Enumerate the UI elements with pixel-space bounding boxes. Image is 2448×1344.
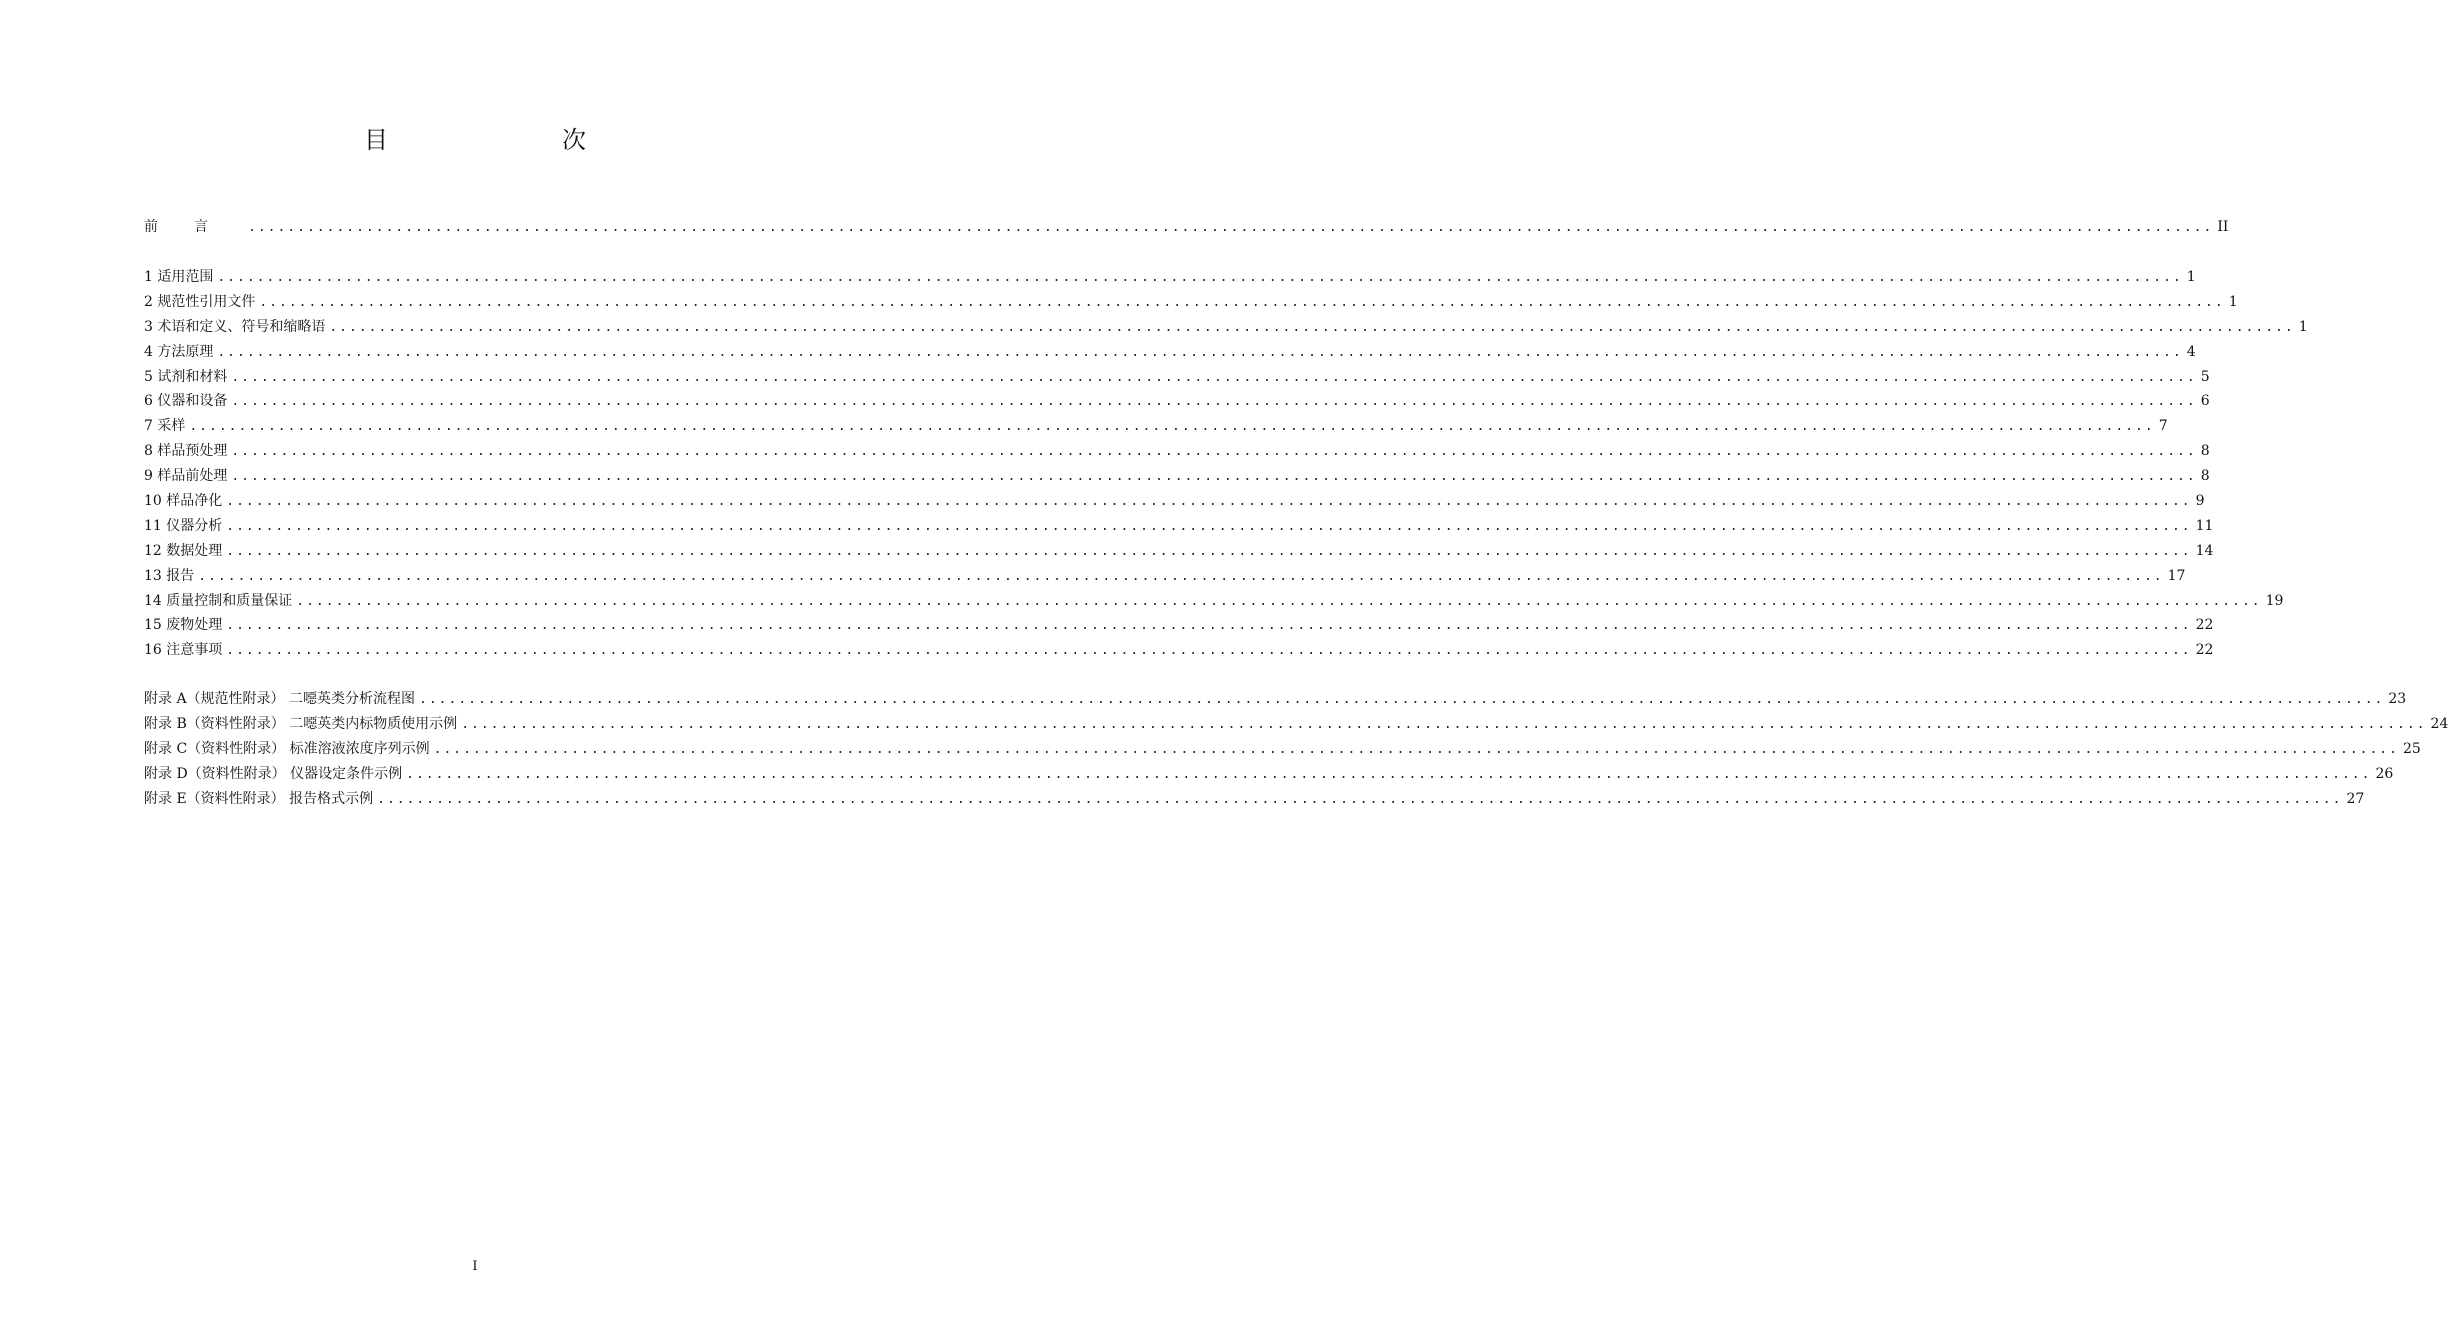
toc-entry-chapter[interactable]	[144, 464, 2210, 489]
toc-entry-chapter[interactable]	[144, 539, 2214, 564]
toc-entry-label: 前言	[144, 219, 244, 235]
toc-leader-dots: ........................................................................................................................................................................................................	[419, 692, 2385, 707]
toc-entry-appendix[interactable]	[144, 687, 2407, 712]
toc-entry-label: 附录 C（资料性附录） 标准溶液浓度序列示例	[144, 740, 430, 757]
toc-entry-label: 12 数据处理	[144, 542, 223, 559]
toc-entry-page: 17	[2167, 567, 2186, 584]
toc-entry-page: 4	[2186, 343, 2196, 360]
toc-entry-label: 附录 E（资料性附录） 报告格式示例	[144, 790, 374, 807]
toc-entry-label: 附录 D（资料性附录） 仪器设定条件示例	[144, 765, 403, 782]
toc-entry-chapter[interactable]	[144, 389, 2210, 414]
toc-entry-label: 附录 B（资料性附录） 二噁英类内标物质使用示例	[144, 715, 458, 732]
toc-entry-chapter[interactable]	[144, 414, 2168, 439]
toc-entry-page: 7	[2158, 418, 2168, 435]
toc-entry-label: 5 试剂和材料	[144, 368, 228, 385]
toc-leader-dots: ........................................................................................................................................................................................................	[259, 294, 2225, 310]
toc-entry-label: 附录 A（规范性附录） 二噁英类分析流程图	[144, 691, 416, 707]
toc-entry-page: 25	[2402, 740, 2421, 757]
toc-chapters-section	[144, 265, 2308, 663]
toc-entry-chapter[interactable]	[144, 589, 2284, 614]
toc-entry-label: 4 方法原理	[144, 343, 214, 360]
toc-entry-chapter[interactable]	[144, 340, 2196, 365]
toc-entry-page: 23	[2388, 691, 2407, 707]
toc-leader-dots: ........................................................................................................................................................................................................	[231, 369, 2197, 385]
toc-entry-chapter[interactable]	[144, 290, 2238, 315]
toc-entry-label: 15 废物处理	[144, 617, 223, 634]
toc-appendices-section	[144, 687, 2448, 811]
page-number: I	[472, 1259, 478, 1274]
toc-entry-page: 11	[2195, 517, 2214, 534]
toc-leader-dots: ........................................................................................................................................................................................................	[189, 419, 2155, 435]
toc-entry-preface[interactable]	[144, 215, 2229, 240]
toc-entry-chapter[interactable]	[144, 489, 2205, 514]
toc-leader-dots: ........................................................................................................................................................................................................	[231, 394, 2197, 410]
toc-entry-page: 9	[2195, 493, 2205, 510]
toc-entry-page: 22	[2195, 617, 2214, 634]
toc-entry-label: 7 采样	[144, 418, 186, 435]
toc-entry-label: 9 样品前处理	[144, 468, 228, 485]
toc-entry-page: 14	[2195, 542, 2214, 559]
toc-leader-dots: ........................................................................................................................................................................................................	[231, 444, 2197, 460]
toc-leader-dots: ........................................................................................................................................................................................................	[198, 568, 2164, 584]
toc-entry-page: 5	[2200, 368, 2210, 385]
toc-entry-label: 11 仪器分析	[144, 517, 223, 534]
toc-entry-label: 14 质量控制和质量保证	[144, 592, 293, 609]
toc-entry-chapter[interactable]	[144, 365, 2210, 390]
page-title: 目 次	[364, 126, 628, 154]
toc-entry-chapter[interactable]	[144, 439, 2210, 464]
toc-leader-dots: ........................................................................................................................................................................................................	[248, 220, 2214, 235]
toc-preface-section	[144, 215, 2229, 240]
toc-entry-page: 22	[2195, 642, 2214, 659]
toc-entry-label: 10 样品净化	[144, 493, 223, 510]
toc-leader-dots: ........................................................................................................................................................................................................	[406, 766, 2372, 782]
toc-leader-dots: ........................................................................................................................................................................................................	[226, 643, 2192, 659]
toc-entry-label: 13 报告	[144, 567, 195, 584]
toc-entry-appendix[interactable]	[144, 737, 2421, 762]
toc-leader-dots: ........................................................................................................................................................................................................	[217, 270, 2183, 285]
toc-entry-label: 6 仪器和设备	[144, 393, 228, 410]
toc-entry-chapter[interactable]	[144, 638, 2214, 663]
toc-entry-page: 26	[2375, 765, 2394, 782]
toc-entry-label: 3 术语和定义、符号和缩略语	[144, 318, 326, 335]
toc-entry-appendix[interactable]	[144, 712, 2448, 737]
toc-leader-dots: ........................................................................................................................................................................................................	[226, 618, 2192, 634]
toc-entry-page: 8	[2200, 443, 2210, 460]
toc-leader-dots: ........................................................................................................................................................................................................	[296, 593, 2262, 609]
toc-leader-dots: ........................................................................................................................................................................................................	[226, 518, 2192, 534]
toc-entry-appendix[interactable]	[144, 787, 2365, 812]
toc-entry-label: 16 注意事项	[144, 642, 223, 659]
toc-entry-label: 8 样品预处理	[144, 443, 228, 460]
toc-entry-page: 1	[2186, 269, 2196, 285]
toc-leader-dots: ........................................................................................................................................................................................................	[433, 741, 2399, 757]
toc-entry-page: 8	[2200, 468, 2210, 485]
toc-entry-chapter[interactable]	[144, 613, 2214, 638]
toc-leader-dots: ........................................................................................................................................................................................................	[226, 494, 2192, 510]
toc-entry-page: 1	[2228, 293, 2238, 310]
toc-leader-dots: ........................................................................................................................................................................................................	[329, 319, 2295, 335]
toc-entry-chapter[interactable]	[144, 564, 2186, 589]
toc-leader-dots: ........................................................................................................................................................................................................	[461, 716, 2427, 732]
toc-entry-page: 6	[2200, 393, 2210, 410]
toc-entry-page: 24	[2430, 715, 2448, 732]
toc-entry-label: 2 规范性引用文件	[144, 293, 256, 310]
toc-entry-page: 27	[2346, 790, 2365, 807]
toc-entry-page: 19	[2265, 592, 2284, 609]
toc-entry-page: II	[2217, 219, 2229, 235]
toc-entry-appendix[interactable]	[144, 762, 2394, 787]
toc-leader-dots: ........................................................................................................................................................................................................	[226, 543, 2192, 559]
toc-entry-chapter[interactable]	[144, 265, 2196, 290]
toc-entry-label: 1 适用范围	[144, 269, 214, 285]
toc-leader-dots: ........................................................................................................................................................................................................	[217, 344, 2183, 360]
toc-leader-dots: ........................................................................................................................................................................................................	[231, 469, 2197, 485]
toc-leader-dots: ........................................................................................................................................................................................................	[377, 791, 2343, 807]
toc-entry-chapter[interactable]	[144, 315, 2308, 340]
toc-entry-chapter[interactable]	[144, 514, 2214, 539]
toc-entry-page: 1	[2298, 318, 2308, 335]
